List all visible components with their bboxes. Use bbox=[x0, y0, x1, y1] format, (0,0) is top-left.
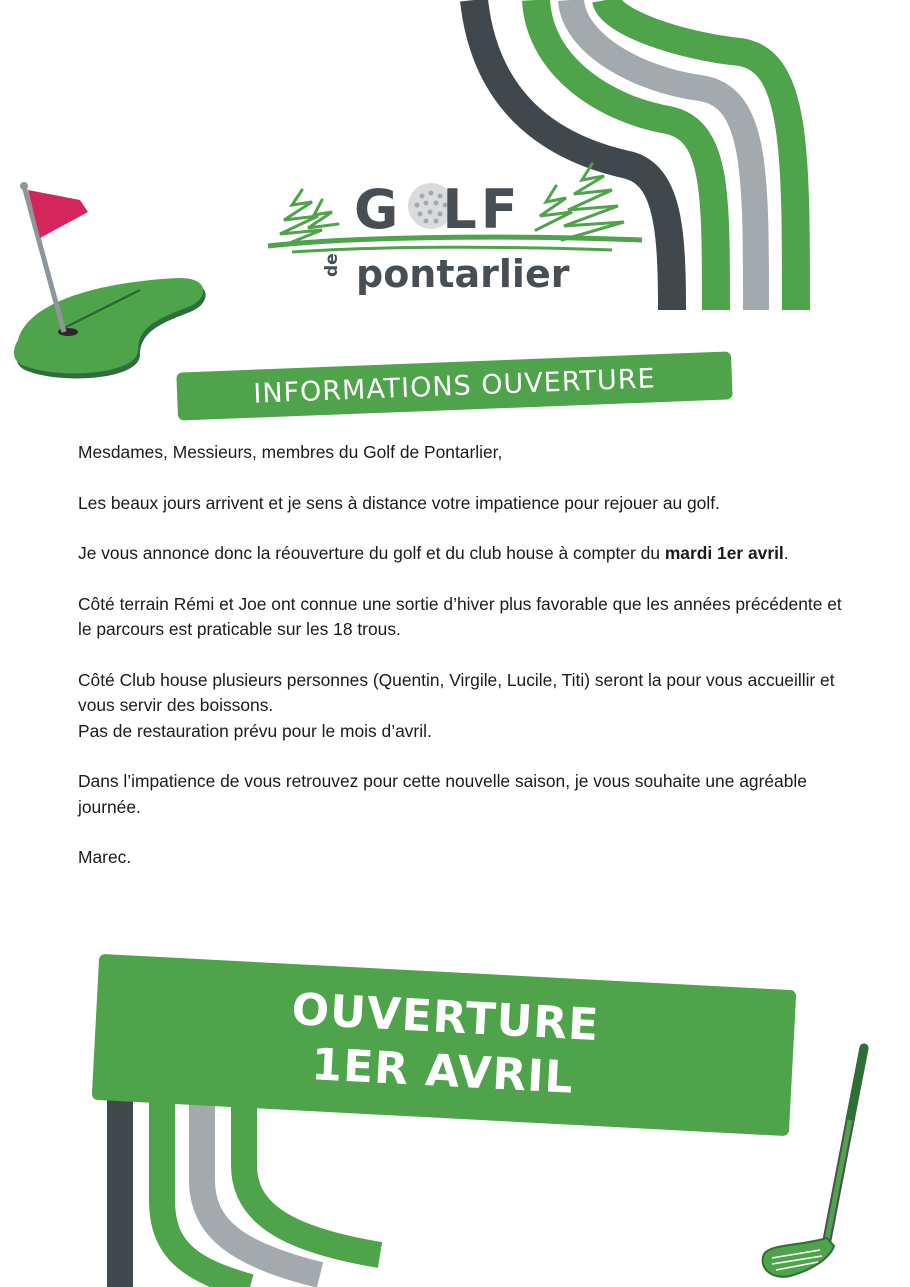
logo-de-text: de bbox=[322, 253, 342, 277]
opening-date: mardi 1er avril bbox=[664, 543, 784, 563]
banner-line-1: OUVERTURE bbox=[290, 984, 601, 1052]
logo-pontarlier-text: pontarlier bbox=[356, 252, 570, 296]
paragraph: Dans l’impatience de vous retrouvez pour cette nouvelle saison, je vous souhaite une agréable journée. bbox=[78, 771, 807, 817]
logo-golf-text: G LF bbox=[354, 178, 522, 241]
greeting: Mesdames, Messieurs, membres du Golf de Pontarlier, bbox=[78, 442, 503, 462]
banner-line-2: 1ER AVRIL bbox=[310, 1039, 575, 1104]
paragraph: Côté terrain Rémi et Joe ont connue une sortie d’hiver plus favorable que les années précédente et le parcours est praticable sur les 18 trous. bbox=[78, 593, 842, 639]
page-title: INFORMATIONS OUVERTURE bbox=[252, 362, 657, 410]
paragraph: Les beaux jours arrivent et je sens à distance votre impatience pour rejouer au golf. bbox=[78, 492, 720, 513]
paragraph: Côté Club house plusieurs personnes (Quentin, Virgile, Lucile, Titi) seront la pour vous accueillir et vous servir des boissons. bbox=[78, 669, 835, 715]
signature: Marec. bbox=[78, 847, 132, 867]
paragraph: Pas de restauration prévu pour le mois d’avril. bbox=[78, 720, 432, 741]
letter-body bbox=[78, 440, 858, 896]
paragraph-opening-date: Je vous annonce donc la réouverture du golf et du club house à compter du mardi 1er avril. bbox=[78, 543, 789, 563]
club-logo bbox=[262, 160, 652, 310]
